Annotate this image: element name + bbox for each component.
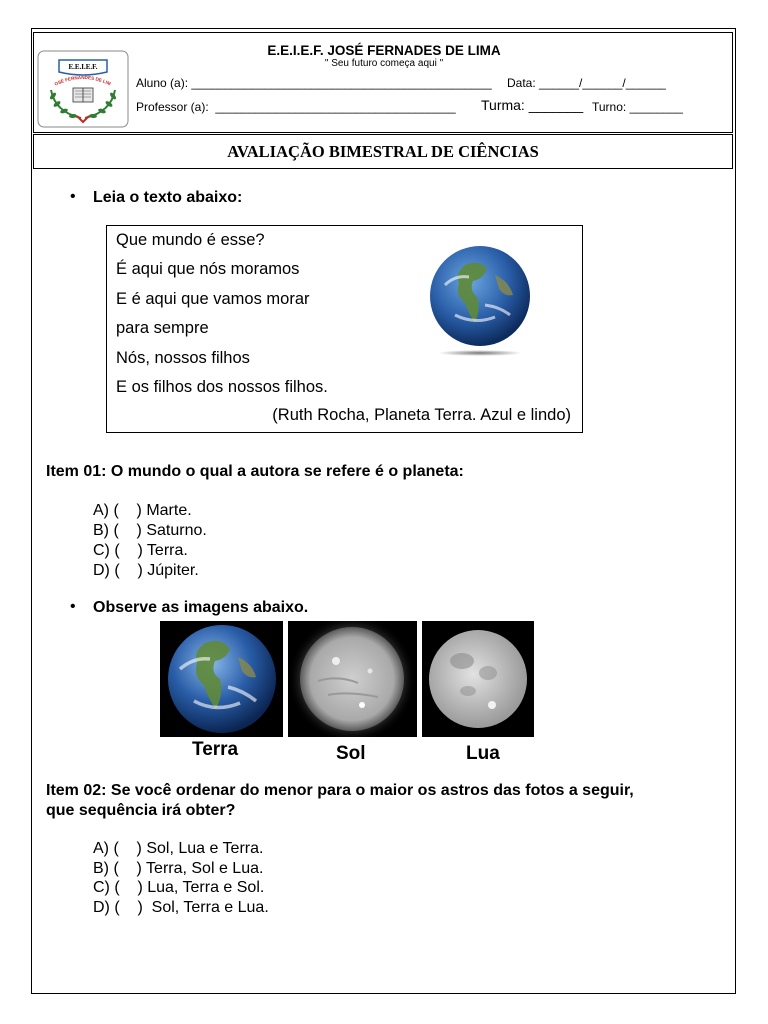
bullet-icon: • — [70, 598, 76, 615]
earth-globe-image — [425, 245, 535, 361]
moon-image — [422, 621, 534, 737]
student-name-field[interactable]: Aluno (a): _____________________________________________ — [136, 76, 492, 90]
item-02-option-a[interactable]: A) ( ) Sol, Lua e Terra. — [93, 840, 264, 857]
item-01-option-c[interactable]: C) ( ) Terra. — [93, 542, 188, 559]
instruction-label: Observe as imagens abaixo. — [93, 599, 309, 616]
poem-credit: (Ruth Rocha, Planeta Terra. Azul e lindo) — [272, 406, 571, 424]
item-02-option-d[interactable]: D) ( ) Sol, Terra e Lua. — [93, 899, 269, 916]
item-01-question: Item 01: O mundo o qual a autora se refere é o planeta: — [46, 463, 464, 480]
item-02-option-b[interactable]: B) ( ) Terra, Sol e Lua. — [93, 860, 264, 877]
item-02-question-cont: que sequência irá obter? — [46, 802, 236, 819]
poem-line: E é aqui que vamos morar — [116, 290, 310, 308]
moon-label: Lua — [466, 743, 500, 764]
instruction-observe-images — [70, 598, 309, 617]
bullet-icon: • — [70, 188, 76, 205]
earth-image — [160, 621, 283, 737]
class-field[interactable]: Turma: _______ — [481, 97, 584, 113]
earth-label: Terra — [192, 739, 239, 760]
item-01-option-d[interactable]: D) ( ) Júpiter. — [93, 562, 199, 579]
sun-image — [288, 621, 417, 737]
logo-acronym: E.E.I.E.F. — [68, 63, 98, 71]
item-02-option-c[interactable]: C) ( ) Lua, Terra e Sol. — [93, 879, 265, 896]
logo-school-name: OSÉ FERNANDES DE LIM — [53, 74, 112, 87]
poem-line: E os filhos dos nossos filhos. — [116, 378, 328, 396]
poem-line: Que mundo é esse? — [116, 231, 265, 249]
sun-label: Sol — [336, 743, 366, 764]
exam-title: AVALIAÇÃO BIMESTRAL DE CIÊNCIAS — [33, 134, 733, 169]
item-02-question: Item 02: Se você ordenar do menor para o maior os astros das fotos a seguir, — [46, 782, 634, 799]
item-01-option-b[interactable]: B) ( ) Saturno. — [93, 522, 207, 539]
instruction-read-text — [70, 188, 243, 207]
item-01-option-a[interactable]: A) ( ) Marte. — [93, 502, 192, 519]
school-motto: " Seu futuro começa aqui " — [324, 58, 444, 69]
school-name: E.E.I.E.F. JOSÉ FERNADES DE LIMA — [267, 43, 501, 58]
instruction-label: Leia o texto abaixo: — [93, 189, 243, 206]
poem-line: Nós, nossos filhos — [116, 349, 250, 367]
poem-line: É aqui que nós moramos — [116, 260, 300, 278]
teacher-name-field[interactable]: Professor (a): ____________________________________ — [136, 100, 456, 114]
poem-line: para sempre — [116, 319, 209, 337]
shift-field[interactable]: Turno: ________ — [592, 100, 683, 114]
date-field[interactable]: Data: ______/______/______ — [507, 76, 666, 90]
